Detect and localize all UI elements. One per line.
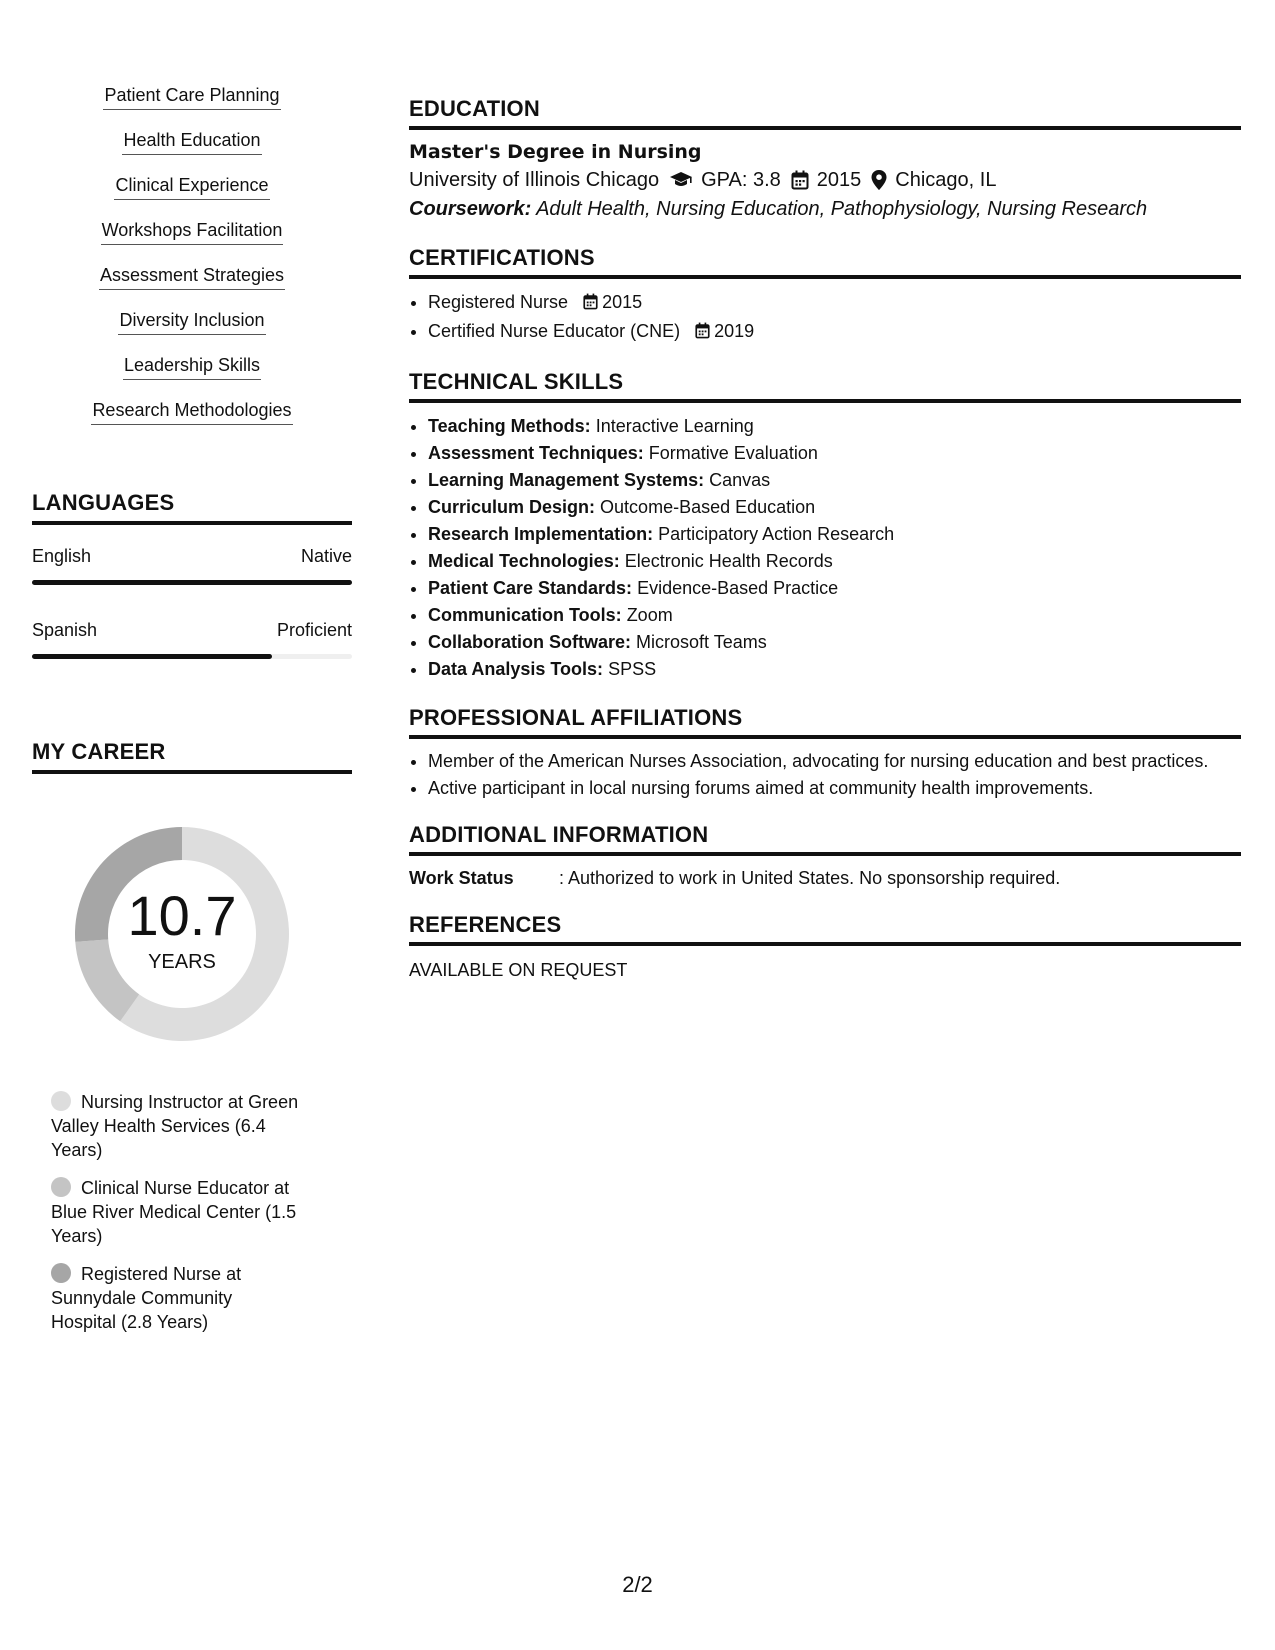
page-number: 2/2 xyxy=(622,1572,653,1597)
skill-value: SPSS xyxy=(608,659,657,679)
skill-value: Interactive Learning xyxy=(595,416,754,436)
technical-skills-section xyxy=(409,369,1241,683)
list-item: • Active participant in local nursing forums aimed at community health improvements. xyxy=(428,776,1241,800)
additional-info-section xyxy=(409,822,1241,890)
skill-label: Assessment Techniques: xyxy=(428,443,644,463)
list-item xyxy=(428,413,1241,440)
certification-name: Certified Nurse Educator (CNE) xyxy=(428,321,681,341)
list-item xyxy=(32,354,352,399)
language-level: Proficient xyxy=(276,620,352,640)
skill-value: Participatory Action Research xyxy=(658,524,895,544)
list-item xyxy=(32,84,352,129)
language-bar-track xyxy=(32,580,352,585)
legend-dot xyxy=(51,1263,71,1283)
skills-list xyxy=(32,84,352,444)
skill-label: Medical Technologies: xyxy=(428,551,620,571)
list-item xyxy=(428,656,1241,683)
language-row xyxy=(32,545,352,585)
list-item xyxy=(428,521,1241,548)
legend-label: Nursing Instructor at Green Valley Health Services (6.4 Years) xyxy=(51,1092,299,1160)
donut-center xyxy=(62,814,302,1054)
work-status-label: Work Status xyxy=(409,868,514,888)
section-heading: EDUCATION xyxy=(409,96,1241,130)
list-item xyxy=(428,289,1241,318)
career-heading: MY CAREER xyxy=(32,739,352,774)
legend-item xyxy=(51,1176,302,1248)
skill-tag: Research Methodologies xyxy=(91,399,292,425)
skill-value: Electronic Health Records xyxy=(624,551,833,571)
language-name: Spanish xyxy=(32,620,98,640)
skill-label: Collaboration Software: xyxy=(428,632,632,652)
career-section xyxy=(32,739,352,1334)
coursework xyxy=(409,195,1241,223)
language-row xyxy=(32,619,352,659)
school-location: Chicago, IL xyxy=(895,169,997,191)
legend-item xyxy=(51,1262,302,1334)
education-details xyxy=(409,165,1241,195)
skill-label: Learning Management Systems: xyxy=(428,470,705,490)
section-heading: REFERENCES xyxy=(409,912,1241,946)
degree-title: Master's Degree in Nursing xyxy=(409,141,702,163)
legend-label: Clinical Nurse Educator at Blue River Medical Center (1.5 Years) xyxy=(51,1178,297,1246)
coursework-label: Coursework: xyxy=(409,198,532,220)
skill-value: Formative Evaluation xyxy=(648,443,818,463)
references-text: AVAILABLE ON REQUEST xyxy=(409,960,628,980)
list-item xyxy=(428,440,1241,467)
skill-tag: Clinical Experience xyxy=(114,174,269,200)
skill-tag: Assessment Strategies xyxy=(99,264,285,290)
graduation-cap-icon xyxy=(669,171,693,189)
list-item xyxy=(428,602,1241,629)
coursework-value: Adult Health, Nursing Education, Pathophysiology, Nursing Research xyxy=(536,198,1148,220)
references-section xyxy=(409,912,1241,982)
technical-skills-list xyxy=(409,413,1241,683)
section-heading: CERTIFICATIONS xyxy=(409,245,1241,279)
list-item xyxy=(32,264,352,309)
skill-value: Zoom xyxy=(626,605,673,625)
career-unit: YEARS xyxy=(148,951,216,973)
list-item xyxy=(428,318,1241,347)
list-item xyxy=(32,309,352,354)
language-bar-fill xyxy=(32,580,352,585)
legend-item xyxy=(51,1090,302,1162)
list-item xyxy=(428,494,1241,521)
legend-label: Registered Nurse at Sunnydale Community Hospital (2.8 Years) xyxy=(51,1264,242,1332)
languages-section xyxy=(32,490,352,659)
certifications-list xyxy=(409,289,1241,347)
certification-year: 2015 xyxy=(602,292,643,312)
skill-label: Research Implementation: xyxy=(428,524,654,544)
school-name: University of Illinois Chicago xyxy=(409,169,660,191)
work-status-row xyxy=(409,866,1241,890)
languages-heading: LANGUAGES xyxy=(32,490,352,525)
language-bar-track xyxy=(32,654,352,659)
affiliations-list xyxy=(409,749,1241,800)
skill-label: Data Analysis Tools: xyxy=(428,659,604,679)
list-item: • Member of the American Nurses Association, advocating for nursing education and best practices. xyxy=(428,749,1241,773)
language-name: English xyxy=(32,546,92,566)
calendar-icon xyxy=(583,291,598,318)
career-total: 10.7 xyxy=(127,884,237,947)
affiliations-section xyxy=(409,705,1241,800)
section-heading: ADDITIONAL INFORMATION xyxy=(409,822,1241,856)
work-status-value: : Authorized to work in United States. No sponsorship required. xyxy=(559,868,1061,888)
skill-label: Teaching Methods: xyxy=(428,416,591,436)
calendar-icon xyxy=(791,170,809,190)
left-column xyxy=(32,84,352,1348)
career-donut-chart xyxy=(62,814,302,1054)
section-heading: PROFESSIONAL AFFILIATIONS xyxy=(409,705,1241,739)
list-item xyxy=(428,629,1241,656)
skill-label: Patient Care Standards: xyxy=(428,578,633,598)
skill-value: Outcome-Based Education xyxy=(600,497,816,517)
section-heading: TECHNICAL SKILLS xyxy=(409,369,1241,403)
language-level: Native xyxy=(300,546,352,566)
language-bar-fill xyxy=(32,654,272,659)
gpa: GPA: 3.8 xyxy=(701,169,781,191)
graduation-year: 2015 xyxy=(816,169,862,191)
certifications-section xyxy=(409,245,1241,347)
skill-label: Communication Tools: xyxy=(428,605,622,625)
certification-year: 2019 xyxy=(714,321,755,341)
list-item xyxy=(32,129,352,174)
list-item xyxy=(32,399,352,444)
list-item xyxy=(428,467,1241,494)
list-item xyxy=(32,174,352,219)
legend-dot xyxy=(51,1177,71,1197)
list-item xyxy=(32,219,352,264)
skill-value: Evidence-Based Practice xyxy=(637,578,839,598)
skill-tag: Workshops Facilitation xyxy=(101,219,284,245)
legend-dot xyxy=(51,1091,71,1111)
location-pin-icon xyxy=(871,170,887,190)
certification-name: Registered Nurse xyxy=(428,292,569,312)
skill-tag: Patient Care Planning xyxy=(103,84,280,110)
skill-tag: Diversity Inclusion xyxy=(118,309,265,335)
career-legend xyxy=(32,1090,302,1334)
skill-tag: Leadership Skills xyxy=(123,354,261,380)
education-section xyxy=(409,96,1241,223)
list-item xyxy=(428,548,1241,575)
list-item xyxy=(428,575,1241,602)
skill-label: Curriculum Design: xyxy=(428,497,596,517)
skill-tag: Health Education xyxy=(122,129,261,155)
calendar-icon xyxy=(695,320,710,347)
right-column xyxy=(409,96,1241,982)
skill-value: Canvas xyxy=(709,470,771,490)
skill-value: Microsoft Teams xyxy=(636,632,767,652)
